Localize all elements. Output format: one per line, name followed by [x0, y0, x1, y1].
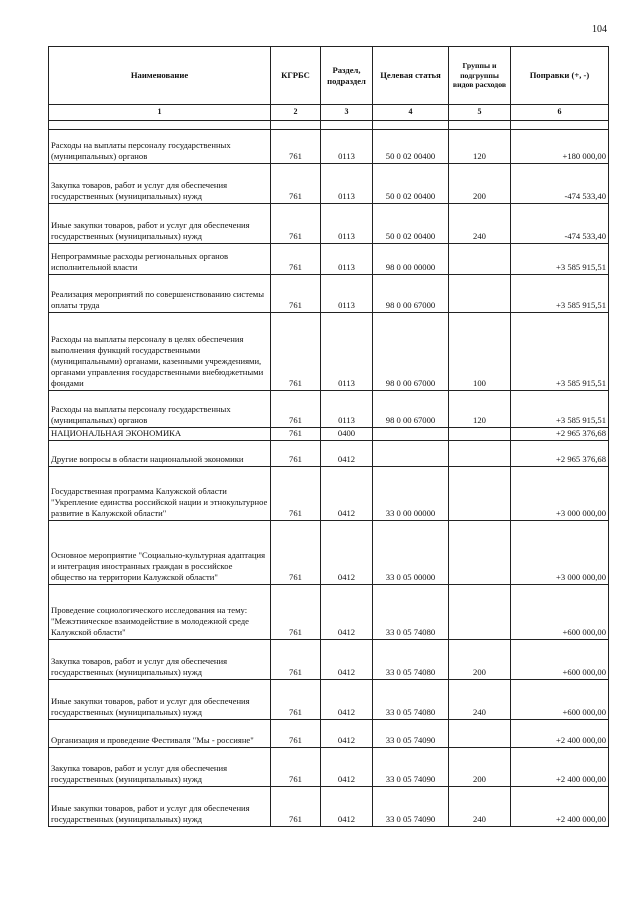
column-number: 5 — [449, 105, 511, 121]
row-section: 0412 — [321, 787, 373, 827]
header-kgrbs: КГРБС — [271, 47, 321, 105]
row-amount: +2 400 000,00 — [511, 787, 609, 827]
header-target: Целевая статья — [373, 47, 449, 105]
row-kgrbs: 761 — [271, 640, 321, 680]
row-section: 0412 — [321, 720, 373, 748]
row-amount: +3 585 915,51 — [511, 313, 609, 391]
row-name: Закупка товаров, работ и услуг для обеспечения государственных (муниципальных) нужд — [49, 164, 271, 204]
row-kgrbs: 761 — [271, 204, 321, 244]
column-number: 4 — [373, 105, 449, 121]
row-amount: +2 400 000,00 — [511, 748, 609, 787]
column-number: 1 — [49, 105, 271, 121]
row-group: 100 — [449, 313, 511, 391]
row-section: 0400 — [321, 428, 373, 441]
row-name: Другие вопросы в области национальной экономики — [49, 441, 271, 467]
row-target: 33 0 05 00000 — [373, 521, 449, 585]
row-target: 33 0 05 74090 — [373, 787, 449, 827]
row-target — [373, 441, 449, 467]
column-number: 3 — [321, 105, 373, 121]
row-section: 0113 — [321, 164, 373, 204]
row-target: 33 0 05 74080 — [373, 585, 449, 640]
row-kgrbs: 761 — [271, 441, 321, 467]
row-name: Иные закупки товаров, работ и услуг для обеспечения государственных (муниципальных) нужд — [49, 204, 271, 244]
row-kgrbs: 761 — [271, 467, 321, 521]
row-kgrbs: 761 — [271, 275, 321, 313]
row-amount: +180 000,00 — [511, 130, 609, 164]
row-kgrbs: 761 — [271, 680, 321, 720]
row-section: 0113 — [321, 313, 373, 391]
row-group: 200 — [449, 640, 511, 680]
row-amount: +2 965 376,68 — [511, 428, 609, 441]
row-name: Расходы на выплаты персоналу в целях обеспечения выполнения функций государственными (муниципальными) органами, казенными учреждениями, органами управления государственными внебюджетными фондами — [49, 313, 271, 391]
row-name: Закупка товаров, работ и услуг для обеспечения государственных (муниципальных) нужд — [49, 748, 271, 787]
row-section: 0412 — [321, 748, 373, 787]
spacer-row — [49, 121, 609, 130]
row-amount: +2 400 000,00 — [511, 720, 609, 748]
table-row — [49, 720, 609, 748]
header-groups: Группы и подгруппы видов расходов — [449, 47, 511, 105]
row-target — [373, 428, 449, 441]
row-section: 0412 — [321, 467, 373, 521]
header-amendments: Поправки (+, -) — [511, 47, 609, 105]
header-name: Наименование — [49, 47, 271, 105]
row-name: НАЦИОНАЛЬНАЯ ЭКОНОМИКА — [49, 428, 271, 441]
row-section: 0113 — [321, 244, 373, 275]
column-number: 6 — [511, 105, 609, 121]
header-section: Раздел, подраздел — [321, 47, 373, 105]
row-kgrbs: 761 — [271, 428, 321, 441]
table-row — [49, 275, 609, 313]
row-name: Иные закупки товаров, работ и услуг для обеспечения государственных (муниципальных) нужд — [49, 680, 271, 720]
row-name: Основное мероприятие "Социально-культурная адаптация и интеграция иностранных граждан в российское общество на территории Калужской области" — [49, 521, 271, 585]
table-row — [49, 244, 609, 275]
row-section: 0412 — [321, 640, 373, 680]
row-target: 50 0 02 00400 — [373, 204, 449, 244]
row-target: 33 0 05 74090 — [373, 748, 449, 787]
row-group: 120 — [449, 130, 511, 164]
row-section: 0412 — [321, 680, 373, 720]
row-amount: +3 585 915,51 — [511, 391, 609, 428]
row-section: 0113 — [321, 204, 373, 244]
row-kgrbs: 761 — [271, 130, 321, 164]
table-row — [49, 441, 609, 467]
row-kgrbs: 761 — [271, 391, 321, 428]
row-section: 0113 — [321, 275, 373, 313]
budget-amendments-table — [48, 46, 609, 827]
table-row — [49, 130, 609, 164]
table-row — [49, 467, 609, 521]
row-group — [449, 720, 511, 748]
row-section: 0412 — [321, 585, 373, 640]
row-name: Государственная программа Калужской области "Укрепление единства российской нации и этнокультурное развитие в Калужской области" — [49, 467, 271, 521]
row-group — [449, 467, 511, 521]
table-row — [49, 164, 609, 204]
table-row — [49, 680, 609, 720]
row-kgrbs: 761 — [271, 244, 321, 275]
row-group: 120 — [449, 391, 511, 428]
row-name: Расходы на выплаты персоналу государственных (муниципальных) органов — [49, 391, 271, 428]
table-row — [49, 313, 609, 391]
row-name: Непрограммные расходы региональных органов исполнительной власти — [49, 244, 271, 275]
row-name: Закупка товаров, работ и услуг для обеспечения государственных (муниципальных) нужд — [49, 640, 271, 680]
row-section: 0412 — [321, 441, 373, 467]
table-row — [49, 204, 609, 244]
row-group: 240 — [449, 204, 511, 244]
row-amount: +600 000,00 — [511, 680, 609, 720]
row-name: Расходы на выплаты персоналу государственных (муниципальных) органов — [49, 130, 271, 164]
row-target: 98 0 00 67000 — [373, 391, 449, 428]
row-kgrbs: 761 — [271, 313, 321, 391]
table-row — [49, 787, 609, 827]
row-name: Реализация мероприятий по совершенствованию системы оплаты труда — [49, 275, 271, 313]
table-row — [49, 585, 609, 640]
row-amount: +2 965 376,68 — [511, 441, 609, 467]
page-number: 104 — [592, 24, 607, 35]
row-group: 240 — [449, 787, 511, 827]
table-row — [49, 521, 609, 585]
row-target: 98 0 00 00000 — [373, 244, 449, 275]
row-kgrbs: 761 — [271, 164, 321, 204]
row-target: 50 0 02 00400 — [373, 164, 449, 204]
row-group — [449, 244, 511, 275]
row-amount: +600 000,00 — [511, 585, 609, 640]
row-name: Иные закупки товаров, работ и услуг для обеспечения государственных (муниципальных) нужд — [49, 787, 271, 827]
table-row — [49, 640, 609, 680]
row-name: Проведение социологического исследования на тему: "Межэтническое взаимодействие в молодежной среде Калужской области" — [49, 585, 271, 640]
row-kgrbs: 761 — [271, 521, 321, 585]
row-section: 0412 — [321, 521, 373, 585]
row-group — [449, 585, 511, 640]
row-section: 0113 — [321, 391, 373, 428]
row-target: 98 0 00 67000 — [373, 275, 449, 313]
row-amount: -474 533,40 — [511, 204, 609, 244]
row-target: 33 0 05 74090 — [373, 720, 449, 748]
row-amount: +3 585 915,51 — [511, 244, 609, 275]
row-kgrbs: 761 — [271, 748, 321, 787]
row-group — [449, 521, 511, 585]
row-target: 33 0 05 74080 — [373, 680, 449, 720]
table-row — [49, 428, 609, 441]
row-amount: +3 585 915,51 — [511, 275, 609, 313]
row-amount: +3 000 000,00 — [511, 521, 609, 585]
row-group: 200 — [449, 748, 511, 787]
row-group — [449, 428, 511, 441]
row-group: 200 — [449, 164, 511, 204]
row-group — [449, 275, 511, 313]
row-amount: -474 533,40 — [511, 164, 609, 204]
table-row — [49, 748, 609, 787]
column-number: 2 — [271, 105, 321, 121]
row-group: 240 — [449, 680, 511, 720]
row-kgrbs: 761 — [271, 787, 321, 827]
row-kgrbs: 761 — [271, 585, 321, 640]
table-row — [49, 391, 609, 428]
row-target: 33 0 00 00000 — [373, 467, 449, 521]
row-target: 33 0 05 74080 — [373, 640, 449, 680]
row-amount: +600 000,00 — [511, 640, 609, 680]
row-target: 50 0 02 00400 — [373, 130, 449, 164]
row-group — [449, 441, 511, 467]
row-amount: +3 000 000,00 — [511, 467, 609, 521]
row-name: Организация и проведение Фестиваля "Мы - россияне" — [49, 720, 271, 748]
column-number-row — [49, 105, 609, 121]
table-header-row — [49, 47, 609, 105]
row-kgrbs: 761 — [271, 720, 321, 748]
row-target: 98 0 00 67000 — [373, 313, 449, 391]
row-section: 0113 — [321, 130, 373, 164]
